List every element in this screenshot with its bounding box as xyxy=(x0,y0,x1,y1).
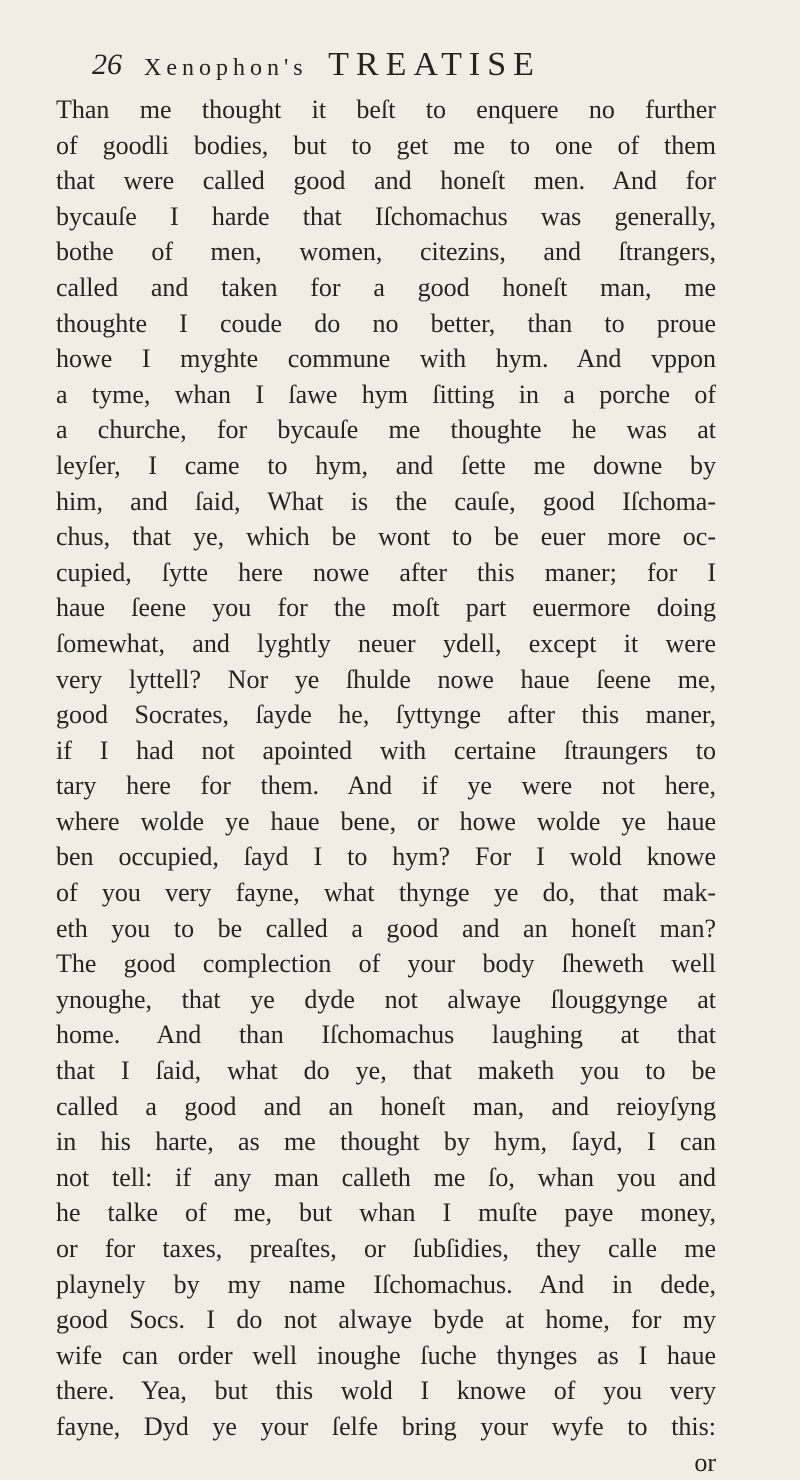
text-line: good Socrates, ſayde he, ſyttynge after this maner, xyxy=(56,700,716,730)
text-line: The good complection of your body ſheweth well xyxy=(56,949,716,979)
text-line: of goodli bodies, but to get me to one of them xyxy=(56,130,716,160)
body-text xyxy=(56,92,716,1480)
text-line: very lyttell? Nor ye ſhulde nowe haue ſeene me, xyxy=(56,664,716,694)
text-line: thoughte I coude do no better, than to proue xyxy=(56,308,716,338)
text-line: leyſer, I came to hym, and ſette me downe by xyxy=(56,450,716,480)
text-line: cupied, ſytte here nowe after this maner; for I xyxy=(56,557,716,587)
text-line: that were called good and honeſt men. And for xyxy=(56,166,716,196)
text-line: playnely by my name Iſchomachus. And in dede, xyxy=(56,1269,716,1299)
text-line: wife can order well inoughe ſuche thynges as I haue xyxy=(56,1340,716,1370)
running-title xyxy=(144,46,541,84)
text-line: that I ſaid, what do ye, that maketh you to be xyxy=(56,1056,716,1086)
text-line: good Socs. I do not alwaye byde at home, for my xyxy=(56,1305,716,1335)
text-line: if I had not apointed with certaine ſtraungers to xyxy=(56,735,716,765)
text-line: a churche, for bycauſe me thoughte he was at xyxy=(56,415,716,445)
text-line: him, and ſaid, What is the cauſe, good Iſchoma- xyxy=(56,486,716,516)
text-line: home. And than Iſchomachus laughing at that xyxy=(56,1020,716,1050)
text-line: howe I myghte commune with hym. And vppon xyxy=(56,344,716,374)
text-line: where wolde ye haue bene, or howe wolde ye haue xyxy=(56,806,716,836)
page-header xyxy=(92,40,702,96)
text-line: called a good and an honeſt man, and reioyſyng xyxy=(56,1091,716,1121)
text-line: or for taxes, preaſtes, or ſubſidies, they calle me xyxy=(56,1234,716,1263)
text-line: fayne, Dyd ye your ſelfe bring your wyfe to this: xyxy=(56,1411,716,1441)
text-line: he talke of me, but whan I muſte paye money, xyxy=(56,1198,716,1228)
text-line: ſomewhat, and lyghtly neuer ydell, except it were xyxy=(56,628,716,658)
catchword: or xyxy=(694,1447,716,1477)
text-line: called and taken for a good honeſt man, me xyxy=(56,272,716,302)
running-title-author: Xenophon's xyxy=(144,55,308,81)
text-line: in his harte, as me thought by hym, ſayd, I can xyxy=(56,1127,716,1157)
text-line: haue ſeene you for the moſt part euermore doing xyxy=(56,593,716,623)
text-line: there. Yea, but this wold I knowe of you very xyxy=(56,1376,716,1406)
text-line: eth you to be called a good and an honeſt man? xyxy=(56,913,716,943)
page-number: 26 xyxy=(92,48,122,81)
text-line: of you very fayne, what thynge ye do, that mak- xyxy=(56,878,716,908)
text-line: Than me thought it beſt to enquere no further xyxy=(56,95,716,124)
text-line: chus, that ye, which be wont to be euer more oc- xyxy=(56,522,716,552)
text-line: bycauſe I harde that Iſchomachus was generally, xyxy=(56,201,716,231)
running-title-work: TREATISE xyxy=(328,46,541,83)
text-line: ynoughe, that ye dyde not alwaye ſlouggynge at xyxy=(56,984,716,1014)
text-line: tary here for them. And if ye were not here, xyxy=(56,771,716,801)
text-line: not tell: if any man calleth me ſo, whan you and xyxy=(56,1162,716,1192)
text-line: ben occupied, ſayd I to hym? For I wold knowe xyxy=(56,842,716,872)
text-line: bothe of men, women, citezins, and ſtrangers, xyxy=(56,237,716,267)
text-line: a tyme, whan I ſawe hym ſitting in a porche of xyxy=(56,379,716,409)
